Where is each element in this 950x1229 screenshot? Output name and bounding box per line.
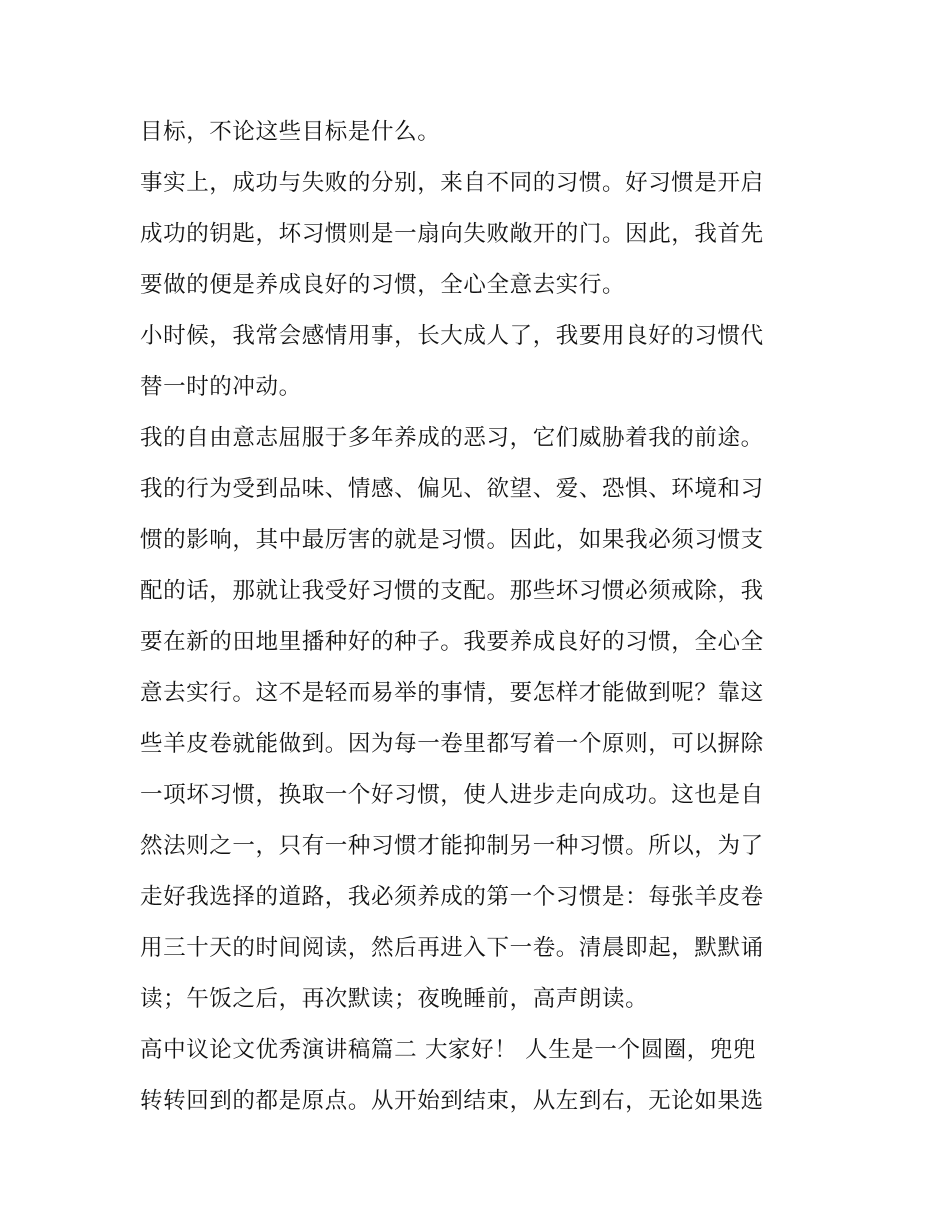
text-line: 要做的便是养成良好的习惯，全心全意去实行。 (140, 272, 626, 298)
body-text (140, 107, 820, 1127)
text-line: 高中议论文优秀演讲稿篇二 大家好！ 人生是一个圆圈，兜兜 (140, 1037, 757, 1063)
text-line: 要在新的田地里播种好的种子。我要养成良好的习惯，全心全 (140, 629, 764, 655)
text-line: 我的自由意志屈服于多年养成的恶习，它们威胁着我的前途。 (140, 425, 764, 451)
text-line: 惯的影响，其中最厉害的就是习惯。因此，如果我必须习惯支 (140, 527, 764, 553)
text-line: 成功的钥匙，坏习惯则是一扇向失败敞开的门。因此，我首先 (140, 221, 764, 247)
text-line: 走好我选择的道路，我必须养成的第一个习惯是：每张羊皮卷 (140, 884, 764, 910)
text-line: 事实上，成功与失败的分别，来自不同的习惯。好习惯是开启 (140, 170, 764, 196)
text-line: 小时候，我常会感情用事，长大成人了，我要用良好的习惯代 (140, 323, 764, 349)
text-line: 意去实行。这不是轻而易举的事情，要怎样才能做到呢？靠这 (140, 680, 764, 706)
text-line: 一项坏习惯，换取一个好习惯，使人进步走向成功。这也是自 (140, 782, 764, 808)
text-line: 配的话，那就让我受好习惯的支配。那些坏习惯必须戒除，我 (140, 578, 764, 604)
text-line: 替一时的冲动。 (140, 374, 302, 400)
text-line: 用三十天的时间阅读，然后再进入下一卷。清晨即起，默默诵 (140, 935, 764, 961)
text-line: 然法则之一，只有一种习惯才能抑制另一种习惯。所以，为了 (140, 833, 764, 859)
text-line: 目标，不论这些目标是什么。 (140, 119, 441, 145)
text-line: 我的行为受到品味、情感、偏见、欲望、爱、恐惧、环境和习 (140, 476, 764, 502)
text-line: 些羊皮卷就能做到。因为每一卷里都写着一个原则，可以摒除 (140, 731, 764, 757)
text-line: 读；午饭之后，再次默读；夜晚睡前，高声朗读。 (140, 986, 649, 1012)
text-line: 转转回到的都是原点。从开始到结束，从左到右，无论如果选 (140, 1088, 764, 1114)
